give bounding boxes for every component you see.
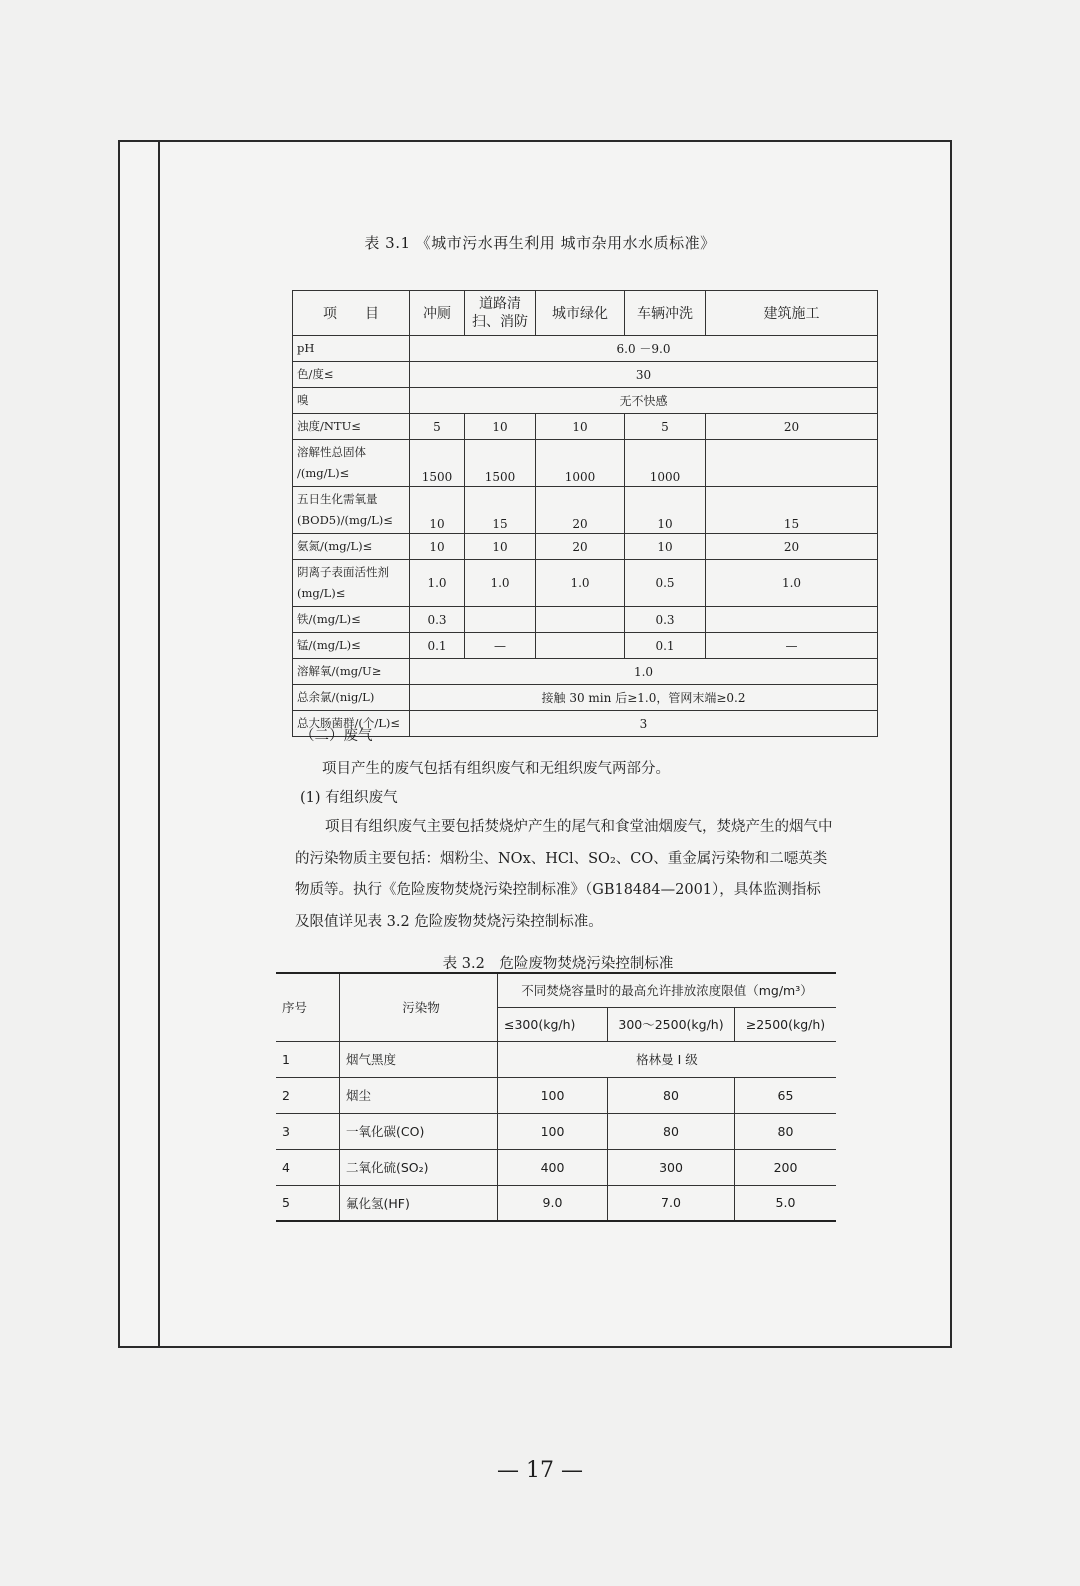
row-label: 氨氮/(mg/L)≤ bbox=[293, 534, 410, 560]
cell: 1.0 bbox=[536, 560, 625, 607]
row-label: 色/度≤ bbox=[293, 362, 410, 388]
cell: 1000 bbox=[536, 440, 625, 487]
table-row bbox=[293, 711, 878, 737]
cell: 1.0 bbox=[410, 659, 878, 685]
paragraph-organized-gas: 项目有组织废气主要包括焚烧炉产生的尾气和食堂油烟废气，焚烧产生的烟气中的污染物质主要包括：烟粉尘、NOx、HCl、SO₂、CO、重金属污染物和二噁英类物质等。执行《危险废物焚烧污染控制标准》（GB18484—2001），具体监测指标及限值详见表 3.2 危险废物焚烧污染控制标准。 bbox=[295, 819, 833, 930]
incineration-standard-table bbox=[276, 972, 836, 1222]
table-row bbox=[293, 388, 878, 414]
table-row bbox=[293, 607, 878, 633]
table-row bbox=[293, 487, 878, 534]
header-toilet: 冲厕 bbox=[410, 291, 465, 336]
cell: — bbox=[465, 633, 536, 659]
cell bbox=[706, 607, 878, 633]
row-label: 总余氯/(nig/L) bbox=[293, 685, 410, 711]
row-label: pH bbox=[293, 336, 410, 362]
row-label: 五日生化需氧量 (BOD5)/(mg/L)≤ bbox=[293, 487, 410, 534]
cell bbox=[706, 440, 878, 487]
cell: 15 bbox=[465, 487, 536, 534]
binding-line bbox=[158, 142, 160, 1346]
cell: 0.5 bbox=[625, 560, 706, 607]
table-row bbox=[293, 414, 878, 440]
cell: 二氧化硫(SO₂) bbox=[340, 1149, 498, 1185]
table-row bbox=[293, 440, 878, 487]
section-waste-gas: （二）废气 bbox=[300, 728, 373, 744]
cell: 20 bbox=[706, 534, 878, 560]
cell: 80 bbox=[735, 1113, 837, 1149]
cell: 无不快感 bbox=[410, 388, 878, 414]
header-item: 项 目 bbox=[293, 291, 410, 336]
table-row bbox=[276, 1185, 836, 1221]
cell: 10 bbox=[410, 534, 465, 560]
cell: 15 bbox=[706, 487, 878, 534]
header-vehicle: 车辆冲洗 bbox=[625, 291, 706, 336]
header-construction: 建筑施工 bbox=[706, 291, 878, 336]
table2-header-row bbox=[276, 973, 836, 1007]
cell: 烟气黑度 bbox=[340, 1041, 498, 1077]
cell: 烟尘 bbox=[340, 1077, 498, 1113]
row-label: 铁/(mg/L)≤ bbox=[293, 607, 410, 633]
cell: 10 bbox=[625, 534, 706, 560]
row-label: 溶解氧/(mg/U≥ bbox=[293, 659, 410, 685]
water-quality-table bbox=[292, 290, 878, 737]
cell: 10 bbox=[465, 534, 536, 560]
table2-title: 表 3.2 危险废物焚烧污染控制标准 bbox=[442, 956, 674, 972]
cell: 1500 bbox=[465, 440, 536, 487]
cell: 20 bbox=[536, 487, 625, 534]
cell: 5 bbox=[276, 1185, 340, 1221]
cell: 1.0 bbox=[465, 560, 536, 607]
cell: 20 bbox=[706, 414, 878, 440]
row-label: 总大肠菌群/(个/L)≤ bbox=[293, 711, 410, 737]
table1-header-row bbox=[293, 291, 878, 336]
cell: 1 bbox=[276, 1041, 340, 1077]
row-label: 嗅 bbox=[293, 388, 410, 414]
table-row bbox=[276, 1149, 836, 1185]
header-pollutant: 污染物 bbox=[340, 973, 498, 1041]
cell: 10 bbox=[410, 487, 465, 534]
table-row bbox=[293, 362, 878, 388]
cell: 4 bbox=[276, 1149, 340, 1185]
cell: — bbox=[706, 633, 878, 659]
row-label: 溶解性总固体 /(mg/L)≤ bbox=[293, 440, 410, 487]
table1-title: 表 3.1 《城市污水再生利用 城市杂用水水质标准》 bbox=[364, 234, 716, 252]
table-row bbox=[276, 1041, 836, 1077]
cell: 80 bbox=[608, 1113, 735, 1149]
paragraph-waste-gas-intro: 项目产生的废气包括有组织废气和无组织废气两部分。 bbox=[322, 761, 670, 777]
cell: 3 bbox=[410, 711, 878, 737]
cell: 10 bbox=[625, 487, 706, 534]
cell: 5 bbox=[410, 414, 465, 440]
cell: 0.1 bbox=[625, 633, 706, 659]
cell: 2 bbox=[276, 1077, 340, 1113]
row-label: 阴离子表面活性剂 (mg/L)≤ bbox=[293, 560, 410, 607]
cell: 1.0 bbox=[706, 560, 878, 607]
cell: 5.0 bbox=[735, 1185, 837, 1221]
row-label: 锰/(mg/L)≤ bbox=[293, 633, 410, 659]
table-row bbox=[293, 336, 878, 362]
table-row bbox=[293, 560, 878, 607]
cell: 9.0 bbox=[498, 1185, 608, 1221]
table-row bbox=[293, 685, 878, 711]
cell bbox=[465, 607, 536, 633]
cell: 7.0 bbox=[608, 1185, 735, 1221]
cell: 100 bbox=[498, 1077, 608, 1113]
table-row bbox=[293, 659, 878, 685]
cell: 400 bbox=[498, 1149, 608, 1185]
table-row bbox=[276, 1077, 836, 1113]
cell bbox=[536, 607, 625, 633]
cell: 200 bbox=[735, 1149, 837, 1185]
cell: 10 bbox=[465, 414, 536, 440]
cell: 20 bbox=[536, 534, 625, 560]
header-road: 道路清扫、消防 bbox=[465, 291, 536, 336]
cell: 0.3 bbox=[410, 607, 465, 633]
cell: 接触 30 min 后≥1.0，管网末端≥0.2 bbox=[410, 685, 878, 711]
cell: 3 bbox=[276, 1113, 340, 1149]
table-row bbox=[293, 534, 878, 560]
header-cap-high: ≥2500(kg/h) bbox=[735, 1007, 837, 1041]
cell: 氟化氢(HF) bbox=[340, 1185, 498, 1221]
cell: 格林曼 I 级 bbox=[498, 1041, 837, 1077]
page-number: — 17 — bbox=[497, 1458, 583, 1483]
cell: 1.0 bbox=[410, 560, 465, 607]
cell: 0.1 bbox=[410, 633, 465, 659]
header-no: 序号 bbox=[276, 973, 340, 1041]
cell: 30 bbox=[410, 362, 878, 388]
cell: 1500 bbox=[410, 440, 465, 487]
cell: 300 bbox=[608, 1149, 735, 1185]
header-greening: 城市绿化 bbox=[536, 291, 625, 336]
cell bbox=[536, 633, 625, 659]
row-label: 浊度/NTU≤ bbox=[293, 414, 410, 440]
cell: 65 bbox=[735, 1077, 837, 1113]
header-limit: 不同焚烧容量时的最高允许排放浓度限值（mg/m³） bbox=[498, 973, 837, 1007]
section-organized-gas: (1) 有组织废气 bbox=[300, 790, 398, 806]
header-cap-mid: 300～2500(kg/h) bbox=[608, 1007, 735, 1041]
header-cap-low: ≤300(kg/h) bbox=[498, 1007, 608, 1041]
cell: 一氧化碳(CO) bbox=[340, 1113, 498, 1149]
cell: 5 bbox=[625, 414, 706, 440]
cell: 80 bbox=[608, 1077, 735, 1113]
cell: 10 bbox=[536, 414, 625, 440]
table-row bbox=[276, 1113, 836, 1149]
cell: 1000 bbox=[625, 440, 706, 487]
cell: 0.3 bbox=[625, 607, 706, 633]
table-row bbox=[293, 633, 878, 659]
cell: 6.0 －9.0 bbox=[410, 336, 878, 362]
cell: 100 bbox=[498, 1113, 608, 1149]
